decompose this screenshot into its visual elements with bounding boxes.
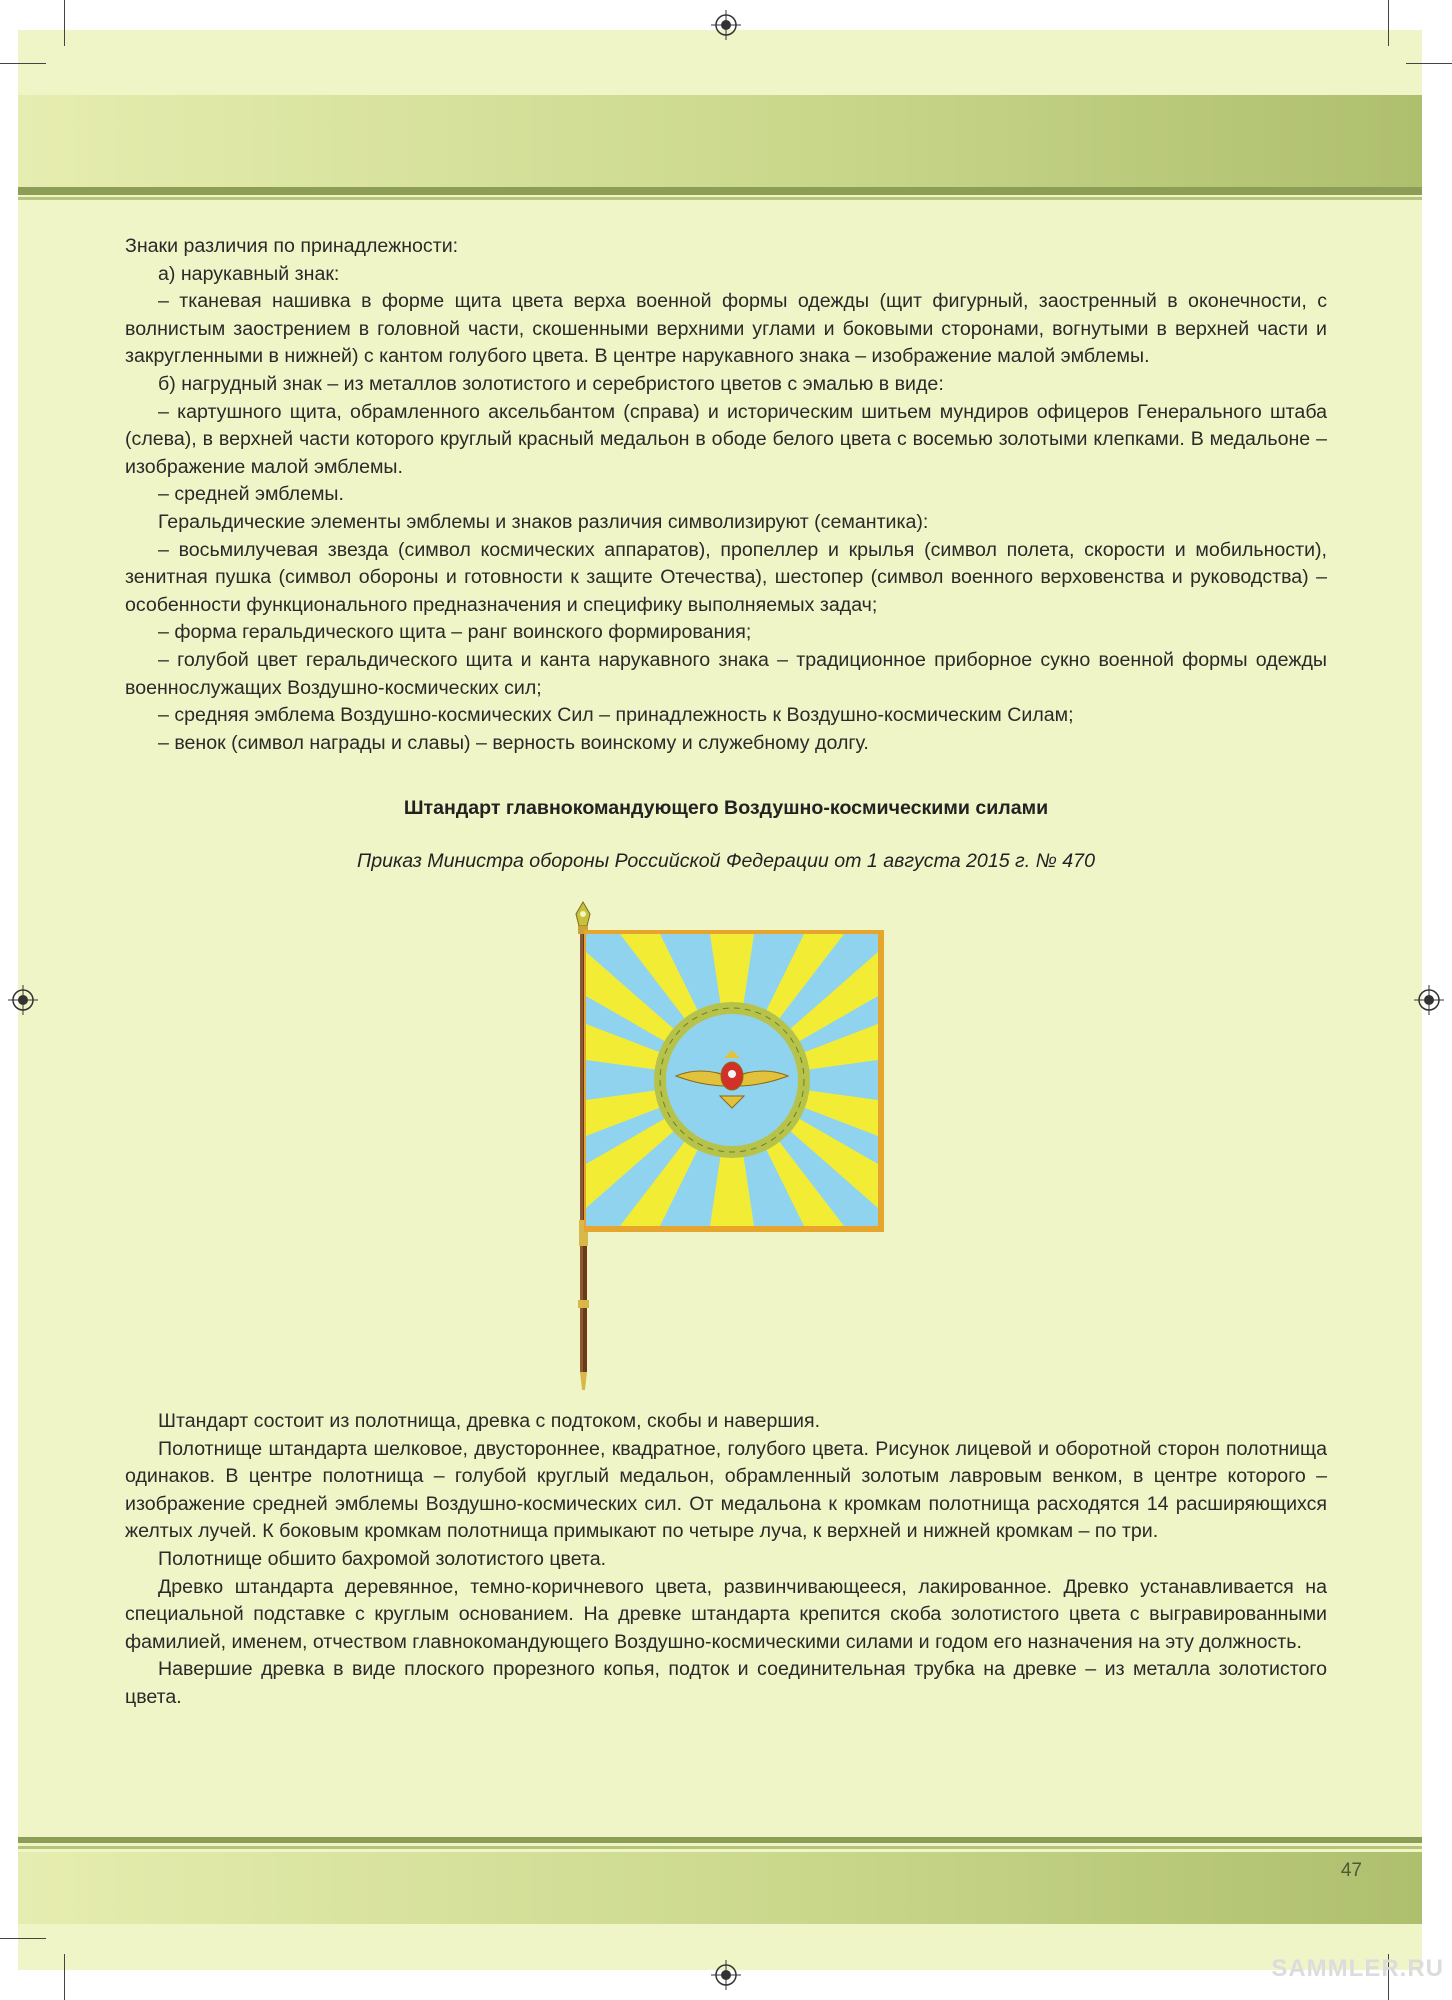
order-reference: Приказ Министра обороны Российской Федерации от 1 августа 2015 г. № 470 <box>357 850 1095 872</box>
registration-mark-right <box>1414 985 1444 1015</box>
body-text-bottom <box>125 1408 1327 1712</box>
crop-mark <box>1388 0 1389 46</box>
header-rule-thin <box>18 197 1422 200</box>
watermark: SAMMLER.RU <box>1271 1955 1444 1982</box>
body-text-top <box>125 233 1327 757</box>
crop-mark <box>0 63 46 64</box>
crop-mark <box>64 0 65 46</box>
footer-rule-thin <box>18 1846 1422 1849</box>
paragraph: – венок (символ награды и славы) – верность воинскому и служебному долгу. <box>158 731 869 754</box>
paragraph: Штандарт состоит из полотнища, древка с подтоком, скобы и навершия. <box>158 1410 821 1432</box>
page-number: 47 <box>1340 1860 1362 1881</box>
paragraph: б) нагрудный знак – из металлов золотистого и серебристого цветов с эмалью в виде: <box>158 372 944 395</box>
paragraph: – голубой цвет геральдического щита и канта нарукавного знака – традиционное приборное сукно военной формы одежды военнослужащих Воздушно-космических сил; <box>125 648 1327 699</box>
paragraph: Древко штандарта деревянное, темно-коричневого цвета, развинчивающееся, лакированное. Древко устанавливается на специальной подставке с круглым основанием. На древке штандарта крепится скоба золотистого цвета с выгравированными фамилией, именем, отчеством главнокомандующего Воздушно-космическими силами и годом его назначения на эту должность. <box>125 1575 1327 1653</box>
paragraph: – восьмилучевая звезда (символ космических аппаратов), пропеллер и крылья (символ полета, скорости и мобильности), зенитная пушка (символ обороны и готовности к защите Отечества), шестопер (символ военного верховенства и руководства) – особенности функционального предназначения и специфику выполняемых задач; <box>125 538 1327 616</box>
finial-icon <box>576 902 590 934</box>
footer-band <box>18 1852 1422 1924</box>
header-band <box>18 95 1422 187</box>
paragraph: Знаки различия по принадлежности: <box>125 235 459 257</box>
crop-mark <box>1406 63 1452 64</box>
registration-mark-bottom <box>711 1960 741 1990</box>
section-heading: Штандарт главнокомандующего Воздушно-космическими силами <box>403 797 1049 819</box>
registration-mark-left <box>8 985 38 1015</box>
paragraph: Геральдические элементы эмблемы и знаков различия символизируют (семантика): <box>158 510 929 533</box>
registration-mark-top <box>711 10 741 40</box>
paragraph: Полотнище обшито бахромой золотистого цвета. <box>158 1547 607 1570</box>
paragraph: а) нарукавный знак: <box>158 262 340 285</box>
paragraph: – картушного щита, обрамленного аксельбантом (справа) и историческим шитьем мундиров офицеров Генерального штаба (слева), в верхней части которого круглый красный медальон в ободе белого цвета с восемью золотыми клепками. В медальоне – изображение малой эмблемы. <box>125 400 1327 478</box>
paragraph: – средней эмблемы. <box>158 483 344 506</box>
crop-mark <box>64 1954 65 2000</box>
header-rule <box>18 187 1422 195</box>
paragraph: Полотнище штандарта шелковое, двустороннее, квадратное, голубого цвета. Рисунок лицевой и оборотной сторон полотнища одинаков. В центре полотнища – голубой круглый медальон, обрамленный золотым лавровым венком, в центре которого – изображение средней эмблемы Воздушно-космических сил. От медальона к кромкам полотнища расходятся 14 расширяющихся желтых лучей. К боковым кромкам полотнища примыкают по четыре луча, к верхней и нижней кромкам – по три. <box>125 1437 1327 1543</box>
paragraph: – средняя эмблема Воздушно-космических Сил – принадлежность к Воздушно-космическим Силам; <box>158 704 1074 727</box>
paragraph: – тканевая нашивка в форме щита цвета верха военной формы одежды (щит фигурный, заостренный в оконечности, с волнистым заострением в головной части, скошенными верхними углами и боковыми сторонами, вогнутыми в верхней части и закругленными в нижней) с кантом голубого цвета. В центре нарукавного знака – изображение малой эмблемы. <box>125 290 1327 368</box>
crop-mark <box>0 1938 46 1939</box>
paragraph: – форма геральдического щита – ранг воинского формирования; <box>158 621 752 644</box>
paragraph: Навершие древка в виде плоского прорезного копья, подток и соединительная трубка на древке – из металла золотистого цвета. <box>125 1658 1327 1708</box>
standard-flag-illustration <box>560 900 900 1390</box>
footer-rule <box>18 1837 1422 1843</box>
